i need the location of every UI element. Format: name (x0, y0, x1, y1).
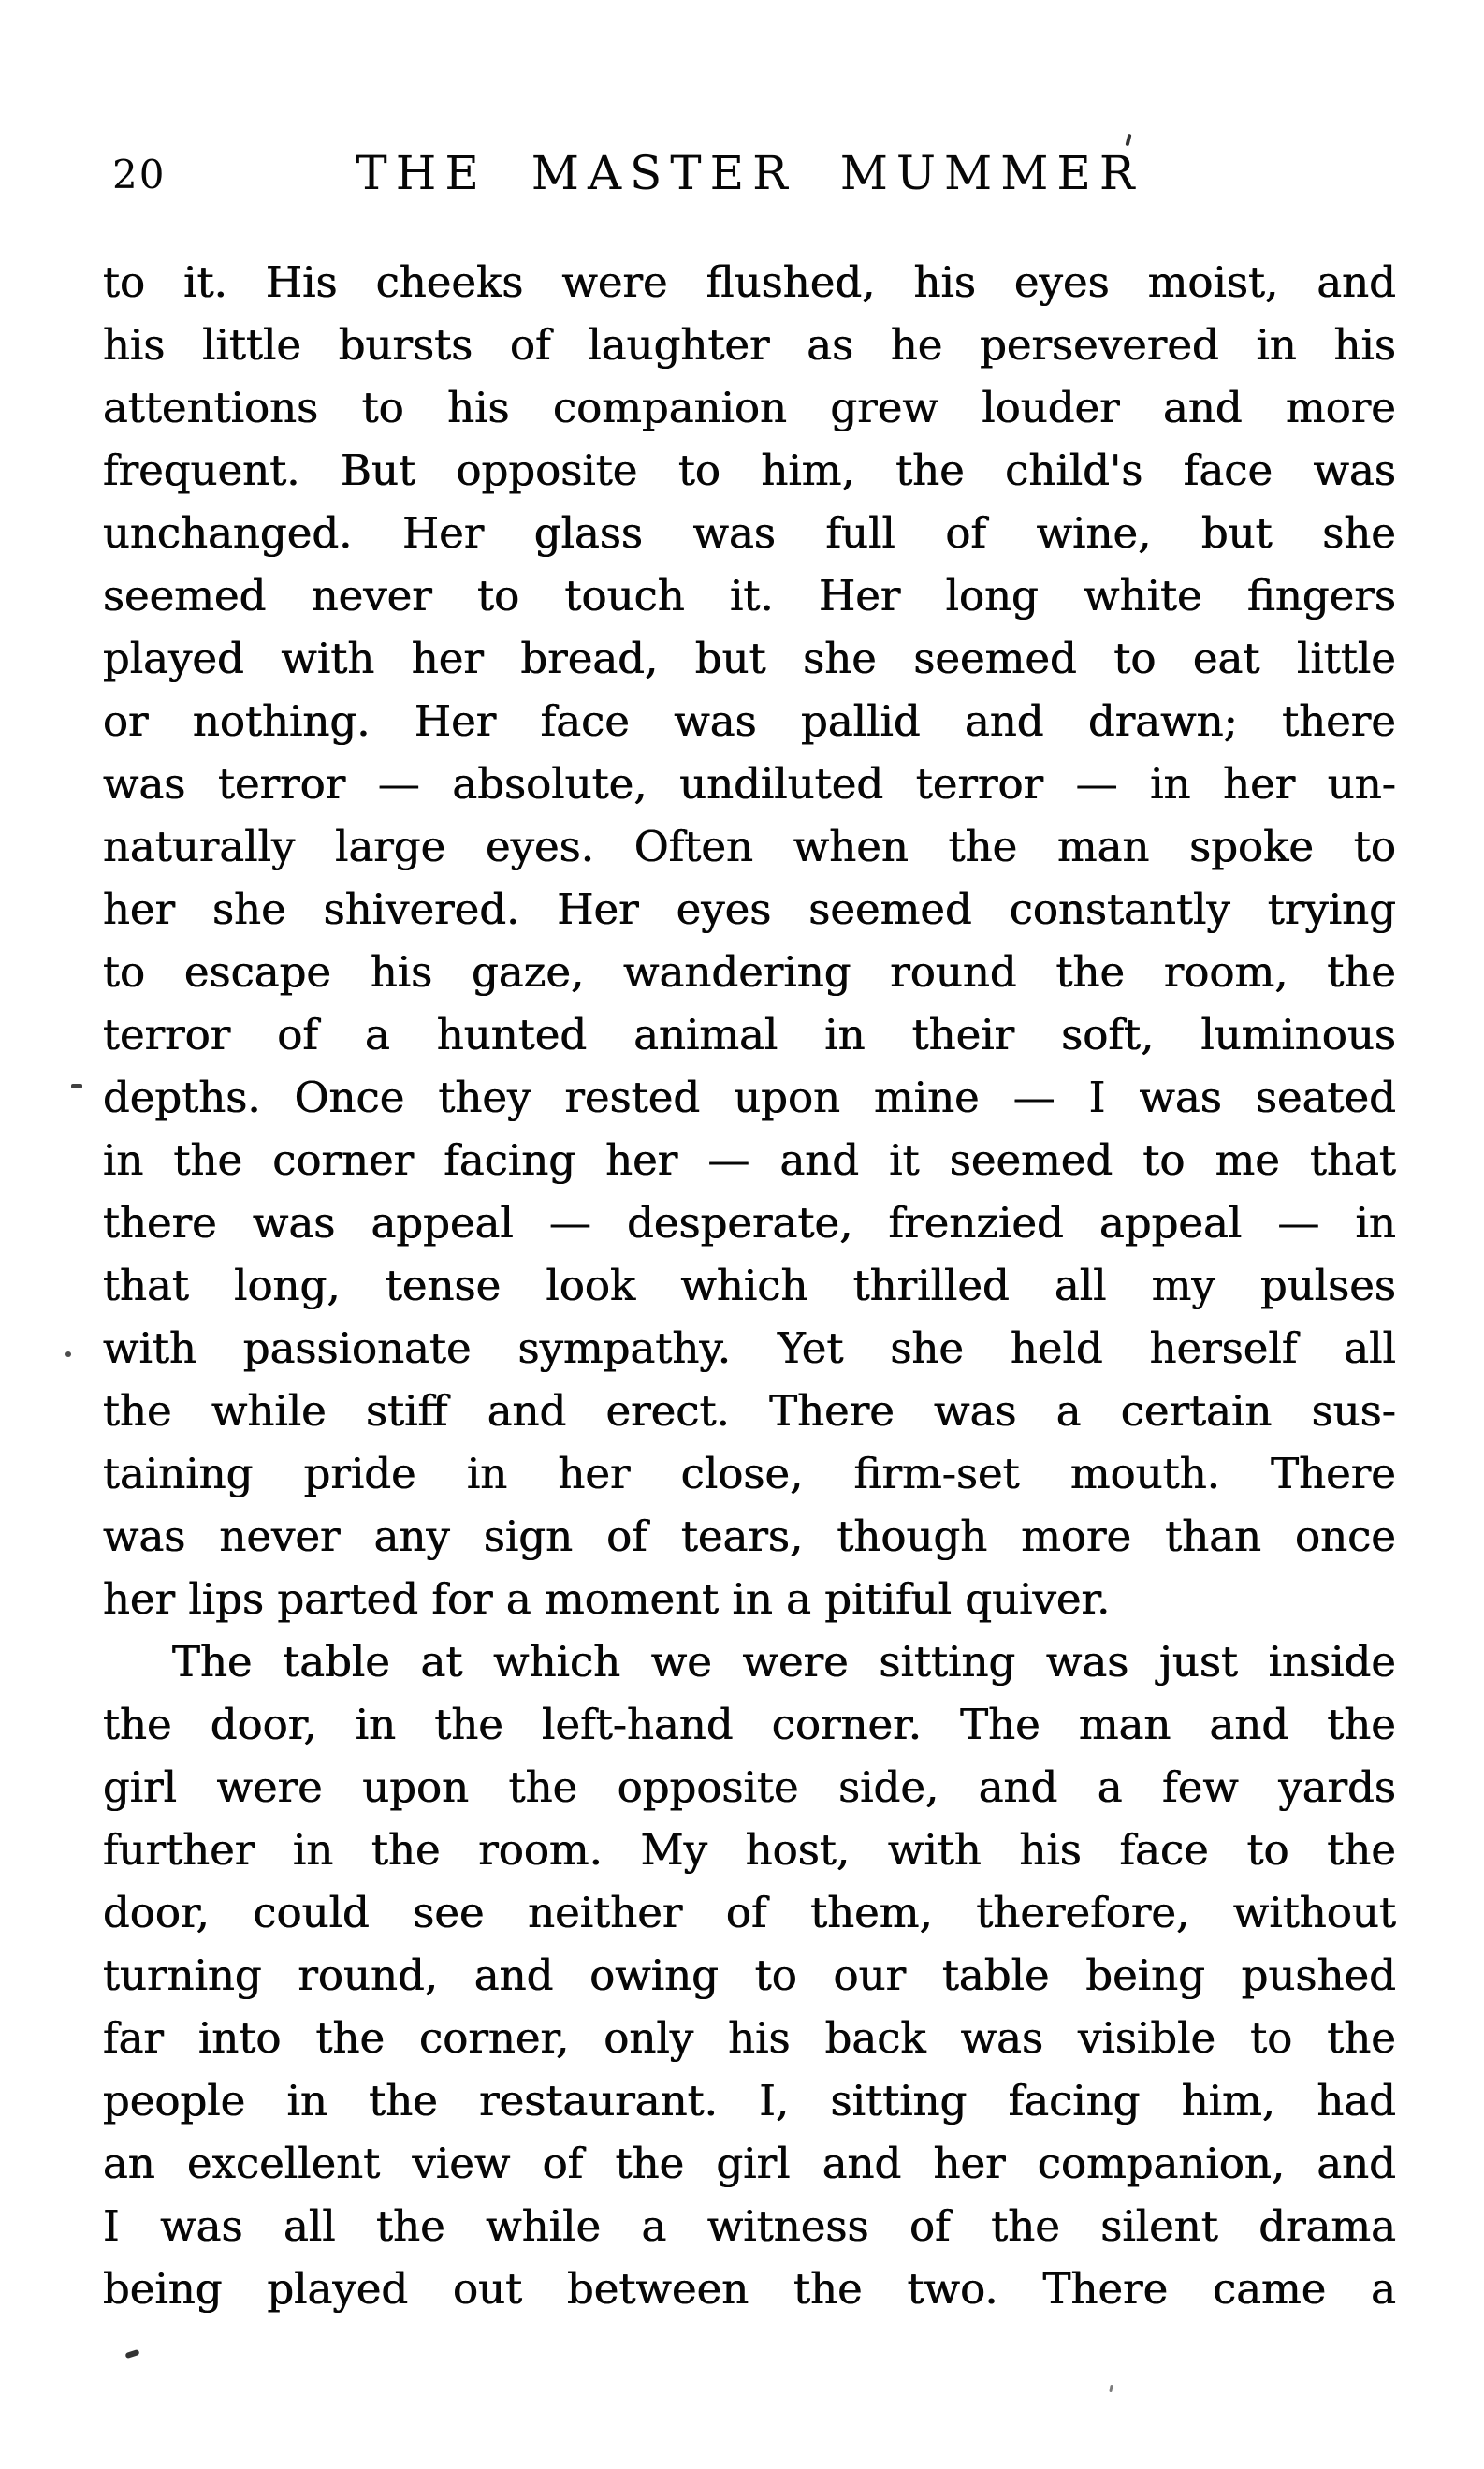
text-line: played with her bread, but she seemed to eat little (103, 634, 1396, 683)
text-line: the door, in the left-hand corner. The man and the (103, 1700, 1396, 1749)
text-line: terror of a hunted animal in their soft, luminous (103, 1010, 1396, 1059)
text-line: there was appeal — desperate, frenzied appeal — in (103, 1198, 1396, 1248)
scan-artifact-margin-dash (71, 1084, 82, 1088)
text-line: that long, tense look which thrilled all my pulses (103, 1261, 1396, 1310)
text-line: naturally large eyes. Often when the man spoke to (103, 822, 1396, 871)
scan-artifact-bottom-speck (1109, 2385, 1113, 2392)
text-line: with passionate sympathy. Yet she held herself all (103, 1323, 1396, 1373)
paragraph-2 (103, 1630, 1396, 2320)
text-line: door, could see neither of them, therefore, without (103, 1888, 1396, 1937)
text-line: taining pride in her close, firm-set mouth. There (103, 1449, 1396, 1498)
text-line: or nothing. Her face was pallid and drawn; there (103, 696, 1396, 746)
text-line: unchanged. Her glass was full of wine, but she (103, 508, 1396, 558)
text-line: girl were upon the opposite side, and a few yards (103, 1762, 1396, 1812)
page-header (103, 129, 1396, 200)
page-text (103, 251, 1396, 2320)
text-line: his little bursts of laughter as he persevered in his (103, 320, 1396, 370)
text-line: seemed never to touch it. Her long white fingers (103, 571, 1396, 621)
text-line: far into the corner, only his back was visible to the (103, 2013, 1396, 2063)
paragraph-1 (103, 251, 1396, 1630)
text-line: was terror — absolute, undiluted terror — in her un- (103, 759, 1396, 809)
text-line: further in the room. My host, with his face to the (103, 1825, 1396, 1875)
page-number: 20 (112, 152, 167, 197)
text-line: an excellent view of the girl and her companion, and (103, 2139, 1396, 2188)
text-line: to escape his gaze, wandering round the room, the (103, 947, 1396, 997)
scan-artifact-bottom-mark (124, 2349, 139, 2359)
text-line: to it. His cheeks were flushed, his eyes moist, and (103, 257, 1396, 307)
text-line: in the corner facing her — and it seemed to me that (103, 1135, 1396, 1185)
text-line: was never any sign of tears, though more than once (103, 1512, 1396, 1561)
text-line: her lips parted for a moment in a pitiful quiver. (103, 1574, 1111, 1624)
text-line: I was all the while a witness of the silent drama (103, 2201, 1396, 2251)
text-line: her she shivered. Her eyes seemed constantly trying (103, 884, 1396, 934)
scan-artifact-margin-dot (65, 1351, 71, 1357)
text-line: depths. Once they rested upon mine — I was seated (103, 1073, 1396, 1122)
text-line: turning round, and owing to our table being pushed (103, 1950, 1396, 2000)
text-line: the while stiff and erect. There was a certain sus- (103, 1386, 1396, 1436)
text-line: being played out between the two. There came a (103, 2264, 1396, 2314)
text-line: people in the restaurant. I, sitting facing him, had (103, 2076, 1396, 2126)
text-line: frequent. But opposite to him, the child's face was (103, 446, 1396, 495)
text-line: The table at which we were sitting was just inside (172, 1637, 1396, 1687)
running-title: THE MASTER MUMMER (356, 146, 1143, 200)
text-line: attentions to his companion grew louder and more (103, 383, 1396, 432)
